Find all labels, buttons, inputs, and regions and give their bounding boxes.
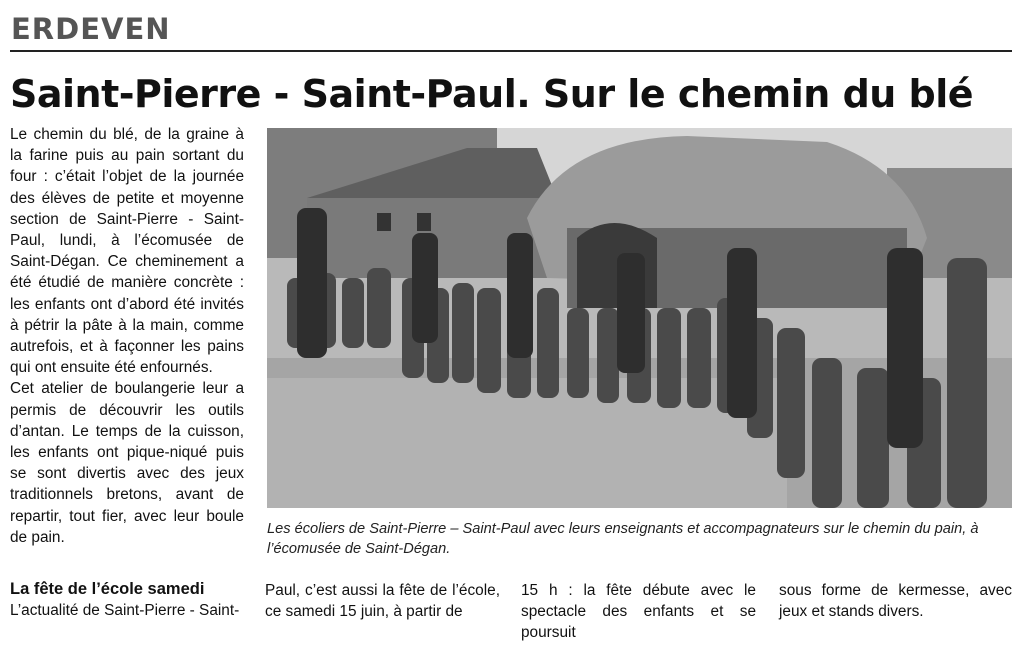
photo-caption: Les écoliers de Saint-Pierre – Saint-Paul avec leurs enseignants et accompagnateurs sur le chemin du pain, à l’écomusée de Saint-Dégan.	[267, 521, 979, 557]
section-rule	[10, 50, 1012, 52]
stone-house-window-2	[417, 213, 431, 231]
lead-paragraph-1: Le chemin du blé, de la graine à la farine puis au pain sortant du four : c’était l’objet de la journée des élèves de petite et moyenne section de Saint-Pierre - Saint-Paul, lundi, à l’écomusée de Saint-Dégan. Ce cheminement a été étudié de manière concrète : les enfants ont d’abord été invités à pétrir la pâte à la main, comme autrefois, et à façonner les pains qui ont ensuite été enfournés.	[10, 126, 244, 377]
bottom-column-4: sous forme de kermesse, avec jeux et stands divers.	[779, 582, 1012, 621]
subhead: La fête de l’école samedi	[10, 580, 205, 598]
bottom-column-3: 15 h : la fête débute avec le spectacle des enfants et se poursuit	[521, 582, 756, 642]
bottom-column-1: L’actualité de Saint-Pierre - Saint-	[10, 602, 240, 619]
stone-house-window	[377, 213, 391, 231]
headline: Saint-Pierre - Saint-Paul. Sur le chemin du blé	[10, 72, 974, 116]
lead-paragraph-2: Cet atelier de boulangerie leur a permis de découvrir les outils d’antan. Le temps de la cuisson, les enfants ont pique-niqué puis se sont divertis avec des jeux traditionnels bretons, avant de repartir, tout fier, avec leur boule de pain.	[10, 380, 244, 546]
article-photo	[267, 128, 1012, 508]
section-label: ERDEVEN	[11, 12, 171, 46]
bottom-column-2: Paul, c’est aussi la fête de l’école, ce samedi 15 juin, à partir de	[265, 582, 500, 621]
photo-illustration	[267, 128, 1012, 508]
lead-column	[10, 124, 244, 548]
